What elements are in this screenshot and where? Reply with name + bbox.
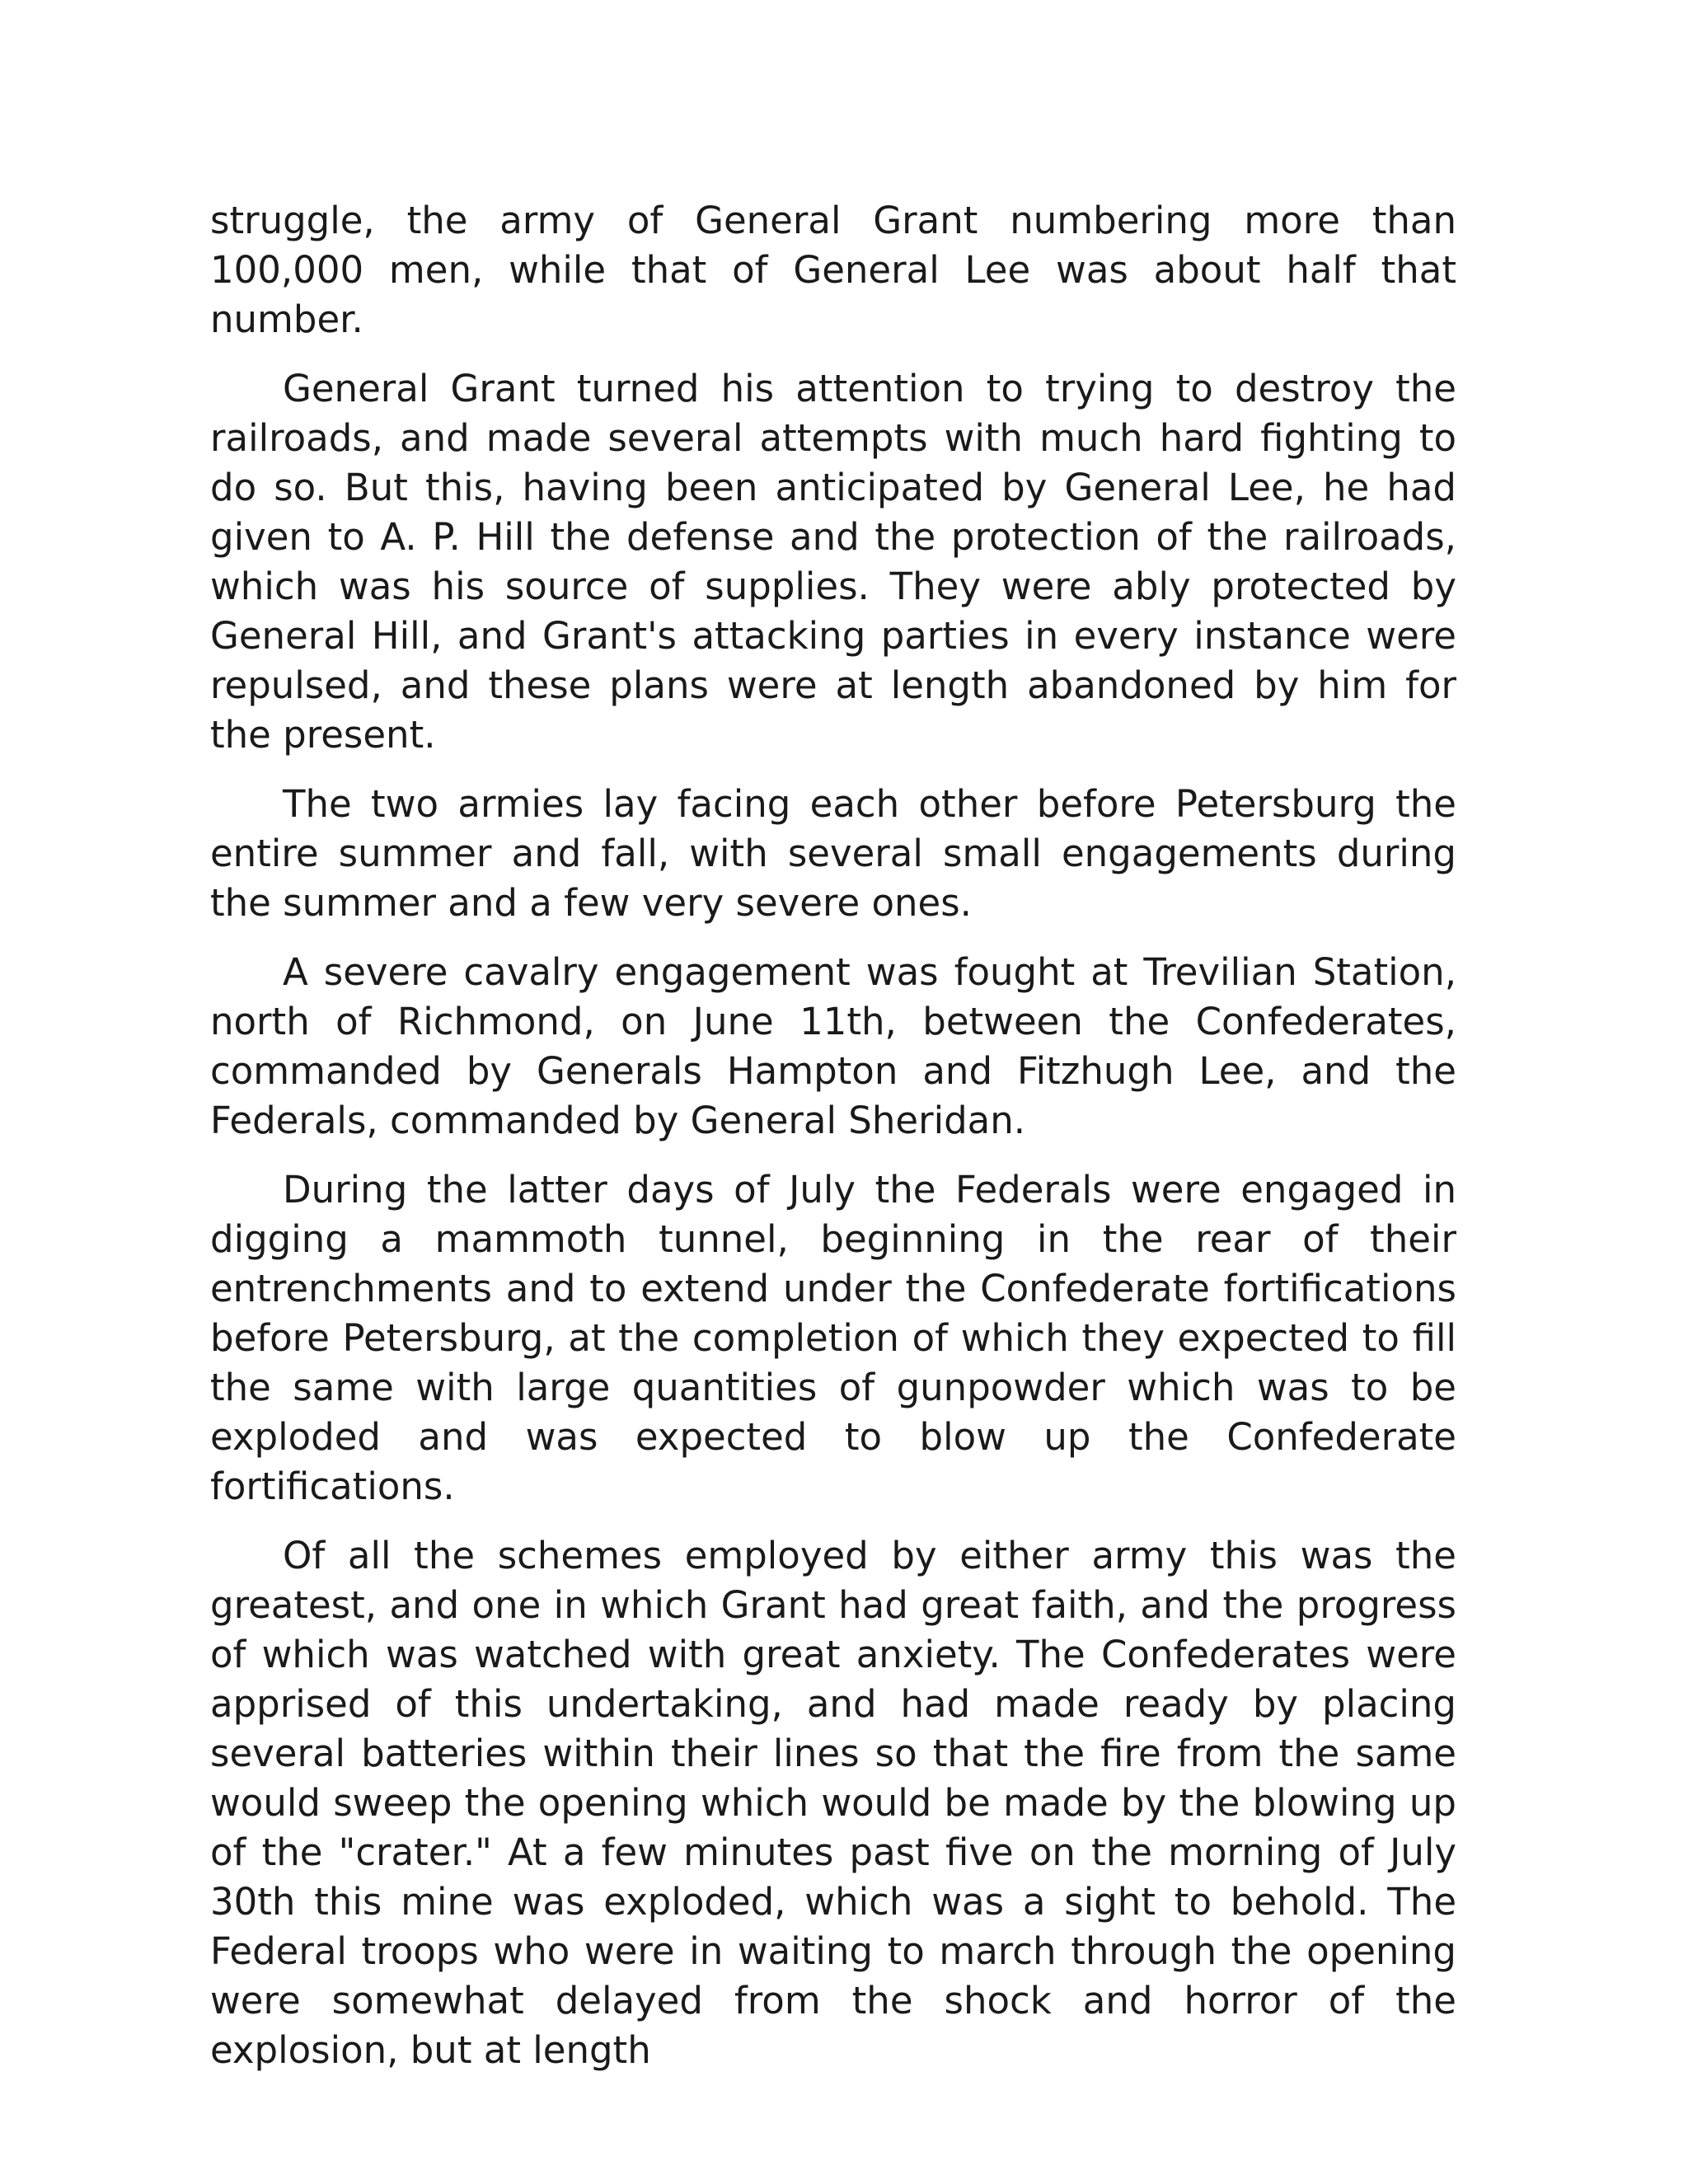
paragraph-trevilian: A severe cavalry engagement was fought at Trevilian Station, north of Richmond, on June 11th, between the Confederates, commanded by Generals Hampton and Fitzhugh Lee, and the Federals, commanded by General Sheridan.: [210, 950, 1456, 1142]
paragraph-continued: struggle, the army of General Grant numbering more than 100,000 men, while that of General Lee was about half that number.: [210, 199, 1456, 341]
paragraph-petersburg: The two armies lay facing each other before Petersburg the entire summer and fall, with several small engagements during the summer and a few very severe ones.: [210, 782, 1456, 925]
paragraph-railroads: General Grant turned his attention to trying to destroy the railroads, and made several attempts with much hard fighting to do so. But this, having been anticipated by General Lee, he had given to A. P. Hill the defense and the protection of the railroads, which was his source of supplies. They were ably protected by General Hill, and Grant's attacking parties in every instance were repulsed, and these plans were at length abandoned by him for the present.: [210, 367, 1456, 757]
page-body: [210, 196, 1456, 2095]
paragraph-tunnel: During the latter days of July the Federals were engaged in digging a mammoth tunnel, beginning in the rear of their entrenchments and to extend under the Confederate fortifications before Petersburg, at the completion of which they expected to fill the same with large quantities of gunpowder which was to be exploded and was expected to blow up the Confederate fortifications.: [210, 1168, 1456, 1508]
paragraph-crater: Of all the schemes employed by either army this was the greatest, and one in which Grant had great faith, and the progress of which was watched with great anxiety. The Confederates were apprised of this undertaking, and had made ready by placing several batteries within their lines so that the fire from the same would sweep the opening which would be made by the blowing up of the "crater." At a few minutes past five on the morning of July 30th this mine was exploded, which was a sight to behold. The Federal troops who were in waiting to march through the opening were somewhat delayed from the shock and horror of the explosion, but at length: [210, 1534, 1456, 2072]
